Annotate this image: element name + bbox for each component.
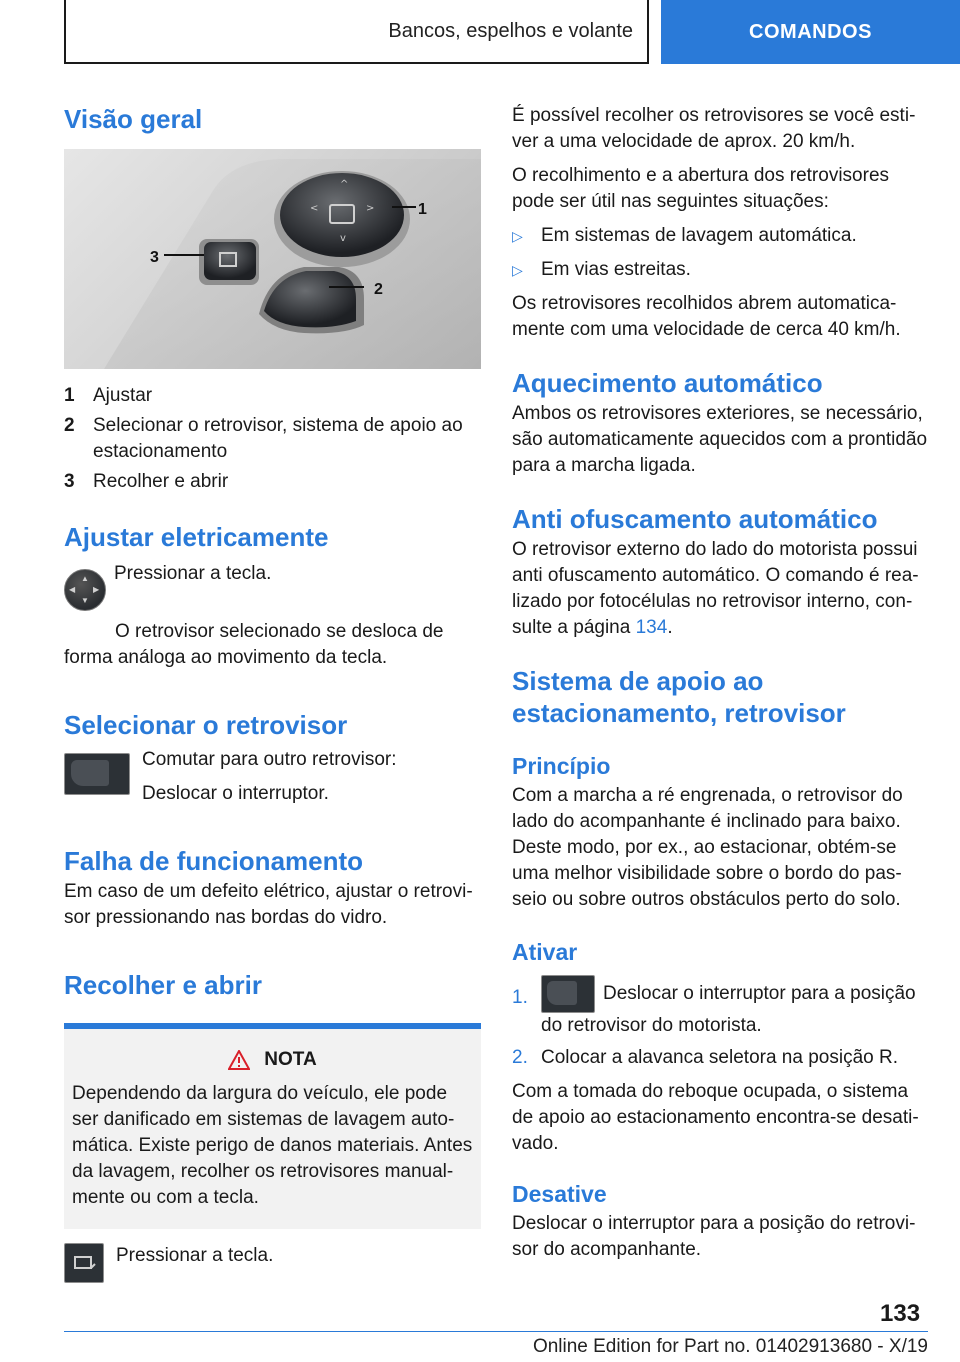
activate-heading: Ativar (512, 939, 578, 965)
legend-number: 2 (64, 415, 75, 436)
step-content (541, 975, 928, 1039)
activate-paragraph: Com a tomada do reboque ocupada, o sistema de apoio ao estacionamento encontra-se desativado. (512, 1081, 919, 1154)
step-text: Colocar a alavanca seletora na posição R. (541, 1047, 898, 1068)
page-number: 133 (880, 1300, 921, 1327)
step-text: Deslocar o interruptor para a posição do retrovisor do motorista. (541, 983, 916, 1036)
deactivate-heading: Desative (512, 1181, 607, 1207)
step-number: 1. (512, 987, 528, 1008)
svg-text:<: < (310, 203, 319, 214)
adjust-paragraph-1: Pressionar a tecla. (114, 563, 272, 584)
adjust-text (114, 561, 271, 611)
intro-paragraph-3: Os retrovisores recolhidos abrem automaticamente com uma velocidade de cerca 40 km/h. (512, 293, 901, 340)
overview-heading: Visão geral (64, 104, 203, 134)
select-paragraph-2: Deslocar o interruptor. (142, 783, 329, 804)
bullet-text: Em sistemas de lavagem automática. (541, 225, 857, 246)
notice-label: NOTA (264, 1049, 317, 1070)
callout-2: 2 (374, 281, 383, 298)
left-column (64, 95, 481, 1283)
principle-heading: Princípio (512, 753, 611, 779)
notice-title (72, 1049, 473, 1071)
mirror-selector-switch-icon (541, 975, 595, 1013)
callout-3: 3 (150, 249, 159, 266)
mirror-adjust-button-icon: ▲ ▼ ◀ ▶ (64, 569, 106, 611)
heating-paragraph: Ambos os retrovisores exteriores, se necessário, são automaticamente aquecidos com a prontidão para a marcha ligada. (512, 403, 928, 476)
svg-text:v: v (340, 233, 346, 244)
mirror-controls-illustration (64, 149, 481, 369)
antiglare-heading: Anti ofuscamento automático (512, 504, 878, 534)
step-item (512, 1045, 928, 1071)
bullet-triangle-icon: ▷ (512, 228, 523, 244)
deactivate-paragraph: Deslocar o interruptor para a posição do retrovisor do acompanhante. (512, 1213, 916, 1260)
running-header (64, 0, 649, 64)
page-reference-link[interactable]: 134 (635, 617, 668, 638)
footer-divider (64, 1331, 928, 1332)
step-number: 2. (512, 1047, 528, 1068)
intro-paragraph-2: O recolhimento e a abertura dos retrovisores pode ser útil nas seguintes situações: (512, 165, 890, 212)
fold-heading: Recolher e abrir (64, 970, 262, 1000)
heating-heading: Aquecimento automático (512, 368, 823, 398)
mirror-fold-button-icon (64, 1243, 104, 1283)
bullet-text: Em vias estreitas. (541, 259, 691, 280)
adjust-heading: Ajustar eletricamente (64, 522, 329, 552)
parking-heading: Sistema de apoio ao estacionamento, retrovisor (512, 666, 846, 728)
chapter-title: COMANDOS (749, 20, 872, 43)
select-block (64, 747, 481, 807)
bullet-triangle-icon: ▷ (512, 262, 523, 278)
legend-text: Recolher e abrir (93, 471, 229, 492)
legend-number: 3 (64, 471, 75, 492)
step-item (512, 975, 928, 1039)
legend-item (64, 469, 481, 495)
fold-icon-wrap (64, 1243, 116, 1283)
notice-text: Dependendo da largura do veículo, ele pode ser danificado em sistemas de lavagem automática. Existe perigo de danos materiais. Antes da lavagem, recolher os retrovisores manualmente ou com a tecla. (72, 1083, 473, 1208)
right-column (512, 95, 928, 1263)
bullet-item (512, 257, 928, 283)
mirror-controls-figure (64, 149, 481, 369)
callout-1: 1 (418, 201, 427, 218)
legend-text: Selecionar o retrovisor, sistema de apoio ao estacionamento (93, 415, 463, 462)
intro-paragraph-1: É possível recolher os retrovisores se você estiver a uma velocidade de aprox. 20 km/h. (512, 105, 916, 152)
legend-item (64, 383, 481, 409)
legend-item (64, 413, 481, 465)
failure-heading: Falha de funcionamento (64, 846, 364, 876)
select-text (142, 747, 397, 807)
principle-paragraph: Com a marcha a ré engrenada, o retrovisor do lado do acompanhante é inclinado para baixo. Deste modo, por ex., ao estacionar, obtém-se uma melhor visibilidade sobre o bordo do passeio ou sobre outros obstáculos perto do solo. (512, 785, 903, 910)
footer-edition: Online Edition for Part no. 01402913680 - X/19 (532, 1336, 928, 1357)
mirror-selector-switch-icon (64, 753, 130, 795)
fold-paragraph: Pressionar a tecla. (116, 1245, 274, 1266)
legend-number: 1 (64, 385, 75, 406)
section-title: Bancos, espelhos e volante (388, 19, 633, 42)
antiglare-paragraph (512, 537, 928, 641)
antiglare-end: . (667, 617, 673, 638)
select-icon-wrap (64, 747, 142, 807)
svg-text:>: > (366, 203, 375, 214)
adjust-paragraph-2: O retrovisor selecionado se desloca de forma análoga ao movimento da tecla. (64, 621, 444, 668)
bullet-item (512, 223, 928, 249)
antiglare-text: O retrovisor externo do lado do motorista possui anti ofuscamento automático. O comando é realizado por fotocélulas no retrovisor interno, consulte a página (512, 539, 919, 638)
adjust-block (64, 561, 481, 611)
svg-text:^: ^ (340, 179, 349, 190)
select-paragraph-1: Comutar para outro retrovisor: (142, 749, 397, 770)
chapter-tab[interactable] (661, 0, 960, 64)
select-heading: Selecionar o retrovisor (64, 710, 348, 740)
warning-icon (228, 1050, 250, 1070)
adjust-icon-wrap (64, 561, 114, 611)
figure-legend (64, 383, 481, 495)
failure-paragraph: Em caso de um defeito elétrico, ajustar o retrovisor pressionando nas bordas do vidro. (64, 881, 473, 928)
notice-box (64, 1023, 481, 1229)
fold-block (64, 1243, 481, 1283)
legend-text: Ajustar (93, 385, 153, 406)
